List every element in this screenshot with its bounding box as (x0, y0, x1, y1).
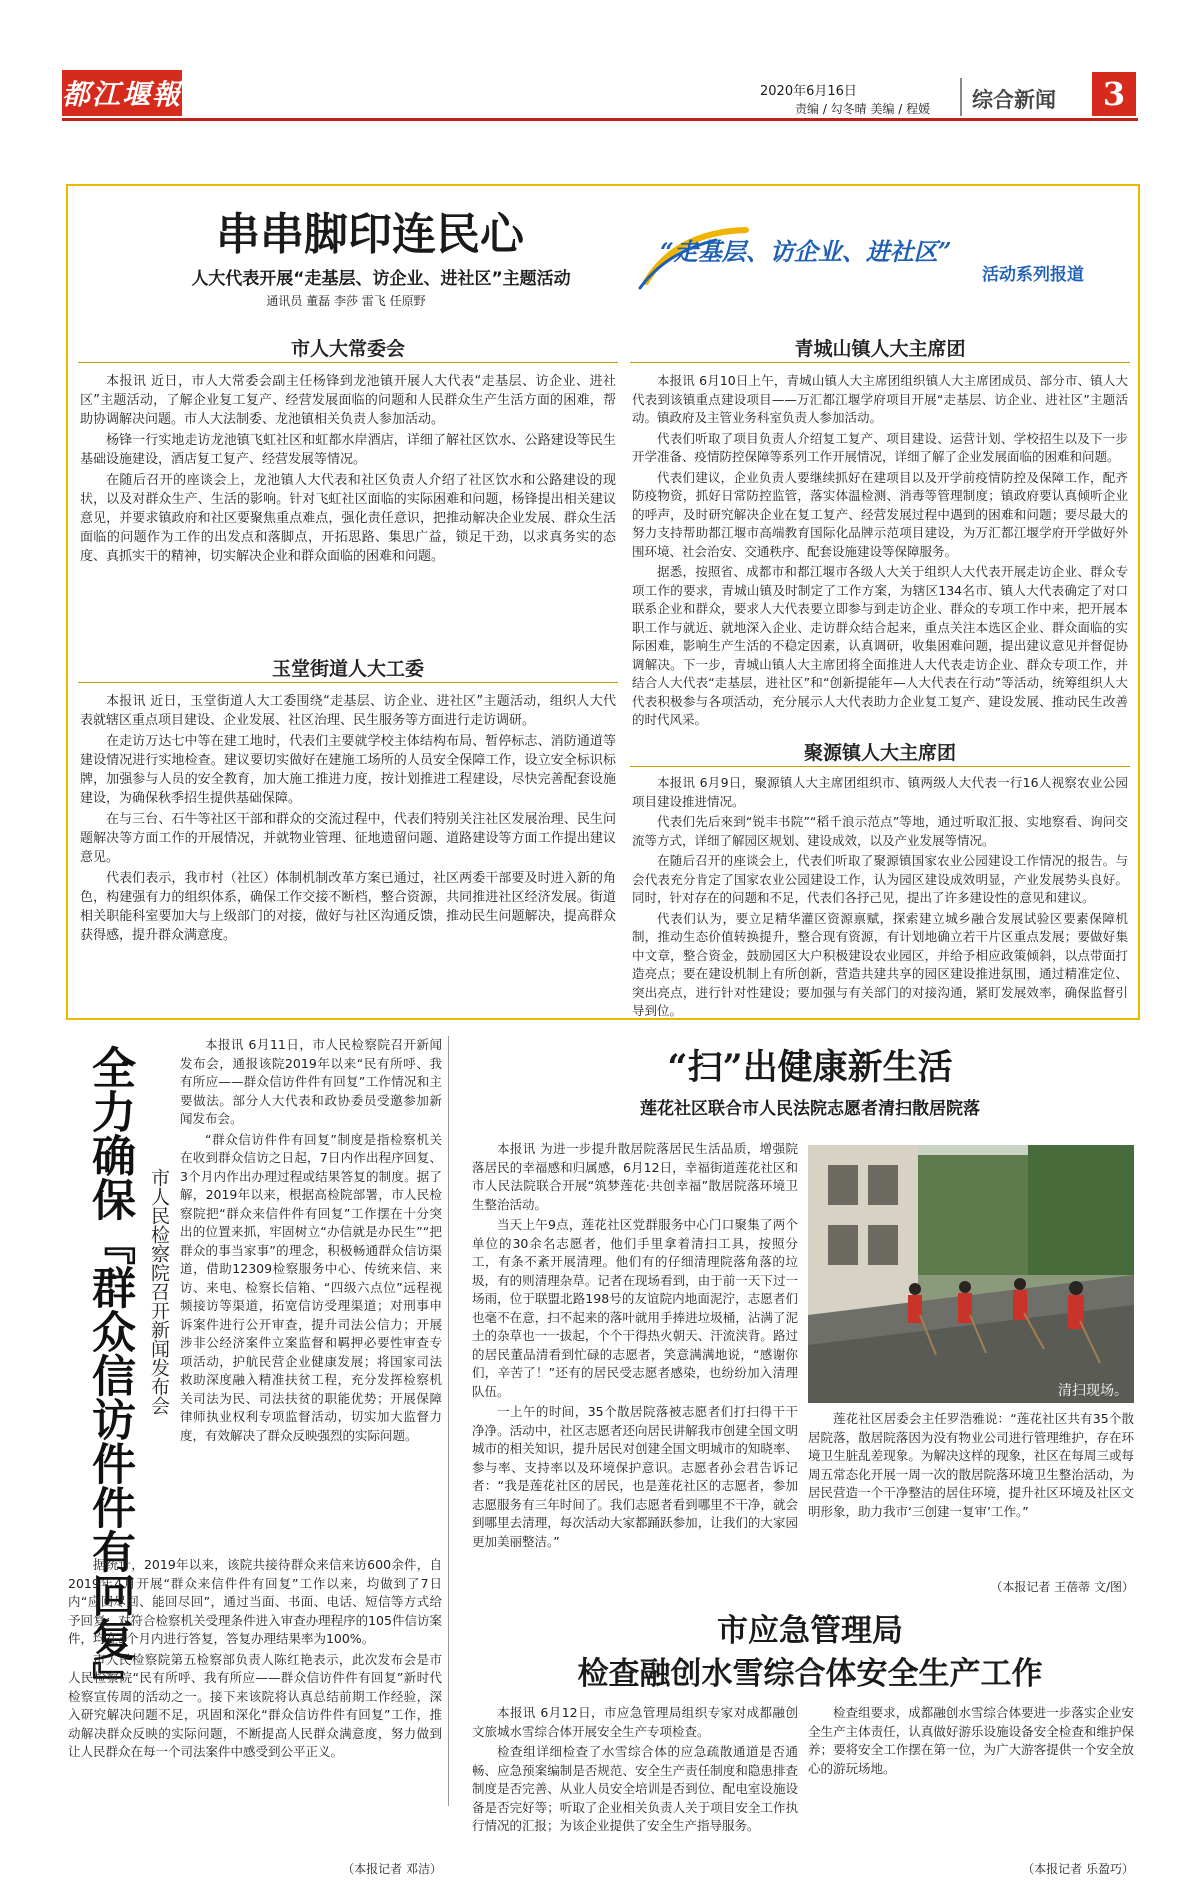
page-editors: 责编 / 勾冬晴 美编 / 程媛 (795, 102, 931, 116)
paragraph: 本报讯 近日，市人大常委会副主任杨锋到龙池镇开展人大代表“走基层、访企业、进社区”主题活动，了解企业复工复产、经营发展面临的问题和人民群众生产生活方面的困难，帮助协调解决问题。市人大法制委、龙池镇相关负责人参加活动。 (80, 374, 616, 427)
procuratorate-article-upper (180, 1036, 442, 1447)
paragraph: 据统计，2019年以来，该院共接待群众来信来访600余件，自2019年4月开展“群众来信件件有回复”工作以来，均做到了7日内“应回尽回、能回尽回”，通过当面、书面、电话、短信等方式给予回复；对符合检察机关受理条件进入审查办理程序的105件信访案件，均在3个月内进行答复，答复办理结果率为100%。 (68, 1557, 442, 1646)
paragraph: 在随后召开的座谈会上，代表们听取了聚源镇国家农业公园建设工作情况的报告。与会代表充分肯定了国家农业公园建设工作，认为园区建设成效明显，产业发展势头良好。同时，针对存在的问题和不足，代表们各抒己见，提出了许多建设性的意见和建议。 (632, 853, 1128, 905)
section-rule (78, 362, 618, 363)
paragraph: 在随后召开的座谈会上，龙池镇人大代表和社区负责人介绍了社区饮水和公路建设的现状，以及对群众生产、生活的影响。针对飞虹社区面临的实际困难和问题，杨锋提出相关建议意见，并要求镇政府和社区要聚焦重点难点，强化责任意识，把推动解决企业发展、群众生活面临的问题作为工作的出发点和落脚点，开拓思路、集思广益，锁足干劲，以求真务实的态度、真抓实干的精神，切实解决企业和群众面临的困难和问题。 (80, 473, 616, 564)
paragraph: 当天上午9点，莲花社区党群服务中心门口聚集了两个单位的30余名志愿者，他们手里拿着清扫工具，按照分工，有条不紊开展清理。他们有的仔细清理院落角落的垃圾，有的则清理杂草。记者在现场看到，由于前一天下过一场雨，位于联盟北路198号的友谊院内地面泥泞，志愿者们也毫不在意，扫不起来的落叶就用手捧进垃圾桶，沾满了泥土的杂草也一一拔起，个个干得热火朝天、汗流浃背。路过的居民董品清看到忙碌的志愿者，笑意满满地说，“感谢你们，辛苦了！”还有的居民受志愿者感染，也纷纷加入清理队伍。 (472, 1217, 798, 1399)
cleaning-byline: （本报记者 王蓓蒂 文/图） (990, 1580, 1134, 1594)
section-rule (630, 766, 1130, 767)
cleaning-article (472, 1140, 798, 1553)
feature-title: 串串脚印连民心 (216, 209, 524, 260)
section-rule (78, 682, 618, 683)
section-name: 综合新闻 (972, 88, 1056, 112)
paragraph: 代表们认为，要立足精华灌区资源禀赋，探索建立城乡融合发展试验区要素保障机制，推动生态价值转换提升，整合现有资源，有计划地确立若干片区重点发展；要做好集中文章，整合资金，鼓励园区大户积极建设农业园区，并给予相应政策倾斜，以点带面打造亮点；要在建设机制上有所创新，营造共建共享的园区建设推进氛围，通过精准定位、突出亮点，进行针对性建设；要加强与有关部门的对接沟通，紧盯发展效率，确保监督引导到位。 (632, 910, 1128, 1018)
volunteers-photo (808, 1145, 1134, 1403)
emergency-title-line1: 市应急管理局 (717, 1613, 903, 1649)
emergency-article (472, 1704, 798, 1838)
section-heading-yutang: 玉堂街道人大工委 (271, 658, 424, 680)
procuratorate-byline: （本报记者 邓洁） (342, 1862, 442, 1876)
paragraph: 在走访万达七中等在建工地时，代表们主要就学校主体结构布局、暂停标志、消防通道等建设情况进行实地检查。建议要切实做好在建施工场所的人员安全保障工作，设立安全标识标牌，加强参与人员的安全教育，加大施工推进力度，按计划推进工程建设，尽快完善配套设施建设，为确保秋季招生提供基础保障。 (80, 734, 616, 806)
paragraph: 据悉，按照省、成都市和都江堰市各级人大关于组织人大代表开展走访企业、群众专项工作的要求，青城山镇及时制定了工作方案，为辖区134名市、镇人大代表确定了对口联系企业和群众，要求人大代表要立即参与到走访企业、群众的专项工作中来，把开展本职工作与就近、就地深入企业、走访群众结合起来，重点关注本选区企业、群众面临的实际困难，影响生产生活的不稳定因素，认真调研，收集困难问题，提出建议意见并督促协调解决。下一步，青城山镇人大主席团将全面推进人大代表走访企业、群众专项工作，并结合人大代表“走基层，进社区”和“创新提能年—人大代表在行动”等活动，统筹组织人大代表积极参与各项活动，充分展示人大代表助力企业复工复产、建设发展、推动民生改善的时代风采。 (632, 564, 1128, 727)
issue-date: 2020年6月16日 (760, 84, 857, 99)
paragraph: 本报讯 近日，玉堂街道人大工委围绕“走基层、访企业、进社区”主题活动，组织人大代表就辖区重点项目建设、企业发展、社区治理、民生服务等方面进行走访调研。 (80, 694, 616, 728)
paragraph: 检查组详细检查了水雪综合体的应急疏散通道是否通畅、应急预案编制是否规范、安全生产责任制度和隐患排查制度是否完善、从业人员安全培训是否到位、配电室设施设备是否完好等；听取了企业相关负责人关于项目安全工作执行情况的汇报；为该企业提供了安全生产指导服务。 (472, 1744, 798, 1833)
feature-reporters: 通讯员 董磊 李莎 雷飞 任原野 (266, 294, 426, 308)
paragraph: “群众信访件件有回复”制度是指检察机关在收到群众信访之日起，7日内作出程序回复、3个月内作出办理过程或结果答复的制度。据了解，2019年以来，根据高检院部署，市人民检察院把“群众来信件件有回复”工作摆在十分突出的位置来抓，牢固树立“办信就是办民生”“把群众的事当家事”的理念，积极畅通群众信访渠道，借助12309检察服务中心、传统来信、来访、来电、检察长信箱、“四级六点位”远程视频接访等渠道，拓宽信访受理渠道；对刑事申诉案件进行公开审查，提升司法公信力；开展涉非公经济案件立案监督和羁押必要性审查专项活动，护航民营企业健康发展；将国家司法救助深度融入精准扶贫工程，充分发挥检察机关司法为民、司法扶贫的职能优势；开展保障律师执业权利专项监督活动，切实加大监督力度，有效解决了群众反映强烈的实际问题。 (180, 1131, 442, 1443)
paragraph: 本报讯 6月10日上午，青城山镇人大主席团组织镇人大主席团成员、部分市、镇人大代表到该镇重点建设项目——万汇都江堰学府项目开展“走基层、访企业、进社区”主题活动。镇政府及主管业务科室负责人参加活动。 (632, 373, 1128, 425)
article-standing-committee (80, 372, 616, 568)
paragraph: 代表们听取了项目负责人介绍复工复产、项目建设、运营计划、学校招生以及下一步开学准备、疫情防控保障等系列工作开展情况，详细了解了企业发展面临的困难和问题。 (632, 430, 1128, 464)
paragraph: 本报讯 为进一步提升散居院落居民生活品质，增强院落居民的幸福感和归属感，6月12日，幸福街道莲花社区和市人民法院联合开展“筑梦莲花·共创幸福”散居院落环境卫生整治活动。 (472, 1141, 798, 1212)
paragraph: 代表们建议，企业负责人要继续抓好在建项目以及开学前疫情防控及保障工作，配齐防疫物资，抓好日常防控监管，落实体温检测、消毒等管理制度；镇政府要认真倾听企业的呼声，及时研究解决企业在复工复产、经营发展过程中遇到的困难和问题；要尽最大的努力支持帮助都江堰市高端教育国际化品牌示范项目建设，为万汇都江堰学府开学做好外围环境、社会治安、交通秩序、配套设施建设等保障服务。 (632, 469, 1128, 559)
procuratorate-title: 全力确保『群众信访件件有回复』 (84, 1045, 135, 1705)
series-tag: 活动系列报道 (982, 265, 1084, 285)
paragraph: 在与三台、石牛等社区干部和群众的交流过程中，代表们特别关注社区发展治理、民生问题解决等方面工作的开展情况，并就物业管理、征地遗留问题、道路建设等方面工作提出建议意见。 (80, 812, 616, 865)
series-title: “走基层、访企业、进社区” (660, 237, 952, 266)
section-heading-qingchengshan: 青城山镇人大主席团 (794, 338, 966, 360)
procuratorate-article-lower (68, 1556, 442, 1764)
newspaper-logo: 都江堰報 (62, 70, 182, 116)
column-divider (448, 1036, 449, 1806)
paragraph: 莲花社区居委会主任罗浩雅说：“莲花社区共有35个散居院落，散居院落因为没有物业公司进行管理维护，存在环境卫生脏乱差现象。为解决这样的现象，社区在每周三或每周五常态化开展一周一次的散居院落环境卫生整治活动，为居民营造一个干净整洁的居住环境，提升社区环境及社区文明形象，助力我市‘三创建一复审’工作。” (808, 1411, 1134, 1519)
emergency-article-continued (808, 1704, 1134, 1780)
paragraph: 本报讯 6月12日，市应急管理局组织专家对成都融创文旅城水雪综合体开展安全生产专项检查。 (472, 1705, 798, 1739)
paragraph: 市人民检察院第五检察部负责人陈红艳表示，此次发布会是市人民检察院“民有所呼、我有所应——群众信访件件有回复”新时代检察宣传周的活动之一。接下来该院将认真总结前期工作经验，深入研究解决问题不足，巩固和深化“群众信访件件有回复”工作，推动解决群众反映的实际问题，不断提高人民群众满意度，努力做到让人民群众在每一个司法案件中感受到公平正义。 (68, 1651, 442, 1759)
section-rule (630, 362, 1130, 363)
cleaning-title: “扫”出健康新生活 (667, 1047, 953, 1088)
section-heading-standing-committee: 市人大常委会 (290, 338, 405, 360)
paragraph: 检查组要求，成都融创水雪综合体要进一步落实企业安全生产主体责任，认真做好游乐设施设备安全检查和维护保养；要将安全工作摆在第一位，为广大游客提供一个安全放心的游玩场地。 (808, 1705, 1134, 1776)
cleaning-article-continued (808, 1410, 1134, 1523)
header-divider (960, 78, 962, 116)
section-heading-juyuan: 聚源镇人大主席团 (803, 742, 956, 764)
paragraph: 杨锋一行实地走访龙池镇飞虹社区和虹都水岸酒店，详细了解社区饮水、公路建设等民生基础设施建设，酒店复工复产、经营发展等情况。 (80, 433, 616, 467)
article-juyuan (632, 774, 1128, 1023)
photo-caption: 清扫现场。 (1058, 1383, 1128, 1399)
page-number: 3 (1092, 72, 1136, 116)
emergency-byline: （本报记者 乐盈巧） (1022, 1862, 1134, 1876)
article-yutang (80, 692, 616, 947)
procuratorate-subtitle: 市人民检察院召开新闻发布会 (148, 1168, 170, 1415)
emergency-title-line2: 检查融创水雪综合体安全生产工作 (577, 1656, 1043, 1692)
feature-subtitle: 人大代表开展“走基层、访企业、进社区”主题活动 (191, 269, 571, 289)
article-qingchengshan (632, 372, 1128, 732)
header-rule (62, 118, 1138, 121)
paragraph: 本报讯 6月11日，市人民检察院召开新闻发布会，通报该院2019年以来“民有所呼、我有所应——群众信访件件有回复”工作情况和主要做法。部分人大代表和政协委员受邀参加新闻发布会。 (180, 1037, 442, 1126)
cleaning-subtitle: 莲花社区联合市人民法院志愿者清扫散居院落 (640, 1099, 980, 1119)
paragraph: 本报讯 6月9日，聚源镇人大主席团组织市、镇两级人大代表一行16人视察农业公园项目建设推进情况。 (632, 775, 1128, 809)
paragraph: 一上午的时间，35个散居院落被志愿者们打扫得干干净净。活动中，社区志愿者还向居民讲解我市创建全国文明城市的相关知识，提升居民对创建全国文明城市的知晓率、参与率、支持率以及环境保护意识。志愿者孙会君告诉记者：“我是莲花社区的居民，也是莲花社区的志愿者，参加志愿服务有三年时间了。我们志愿者看到哪里不干净，就会到哪里去清理，每次活动大家都踊跃参加，让我们的大家园更加美丽整洁。” (472, 1404, 798, 1549)
paragraph: 代表们表示，我市村（社区）体制机制改革方案已通过，社区两委干部要及时进入新的角色，构建强有力的组织体系，确保工作交接不断档，整合资源，共同推进社区经济发展。街道相关职能科室要加大与上级部门的对接，做好与社区沟通反馈，推动民生问题解决，提高群众获得感，提升群众满意度。 (80, 871, 616, 943)
paragraph: 代表们先后來到“锐丰书院”“稻千浪示范点”等地，通过听取汇报、实地察看、询问交流等方式，详细了解园区规划、建设成效，以及产业发展等情况。 (632, 814, 1128, 848)
